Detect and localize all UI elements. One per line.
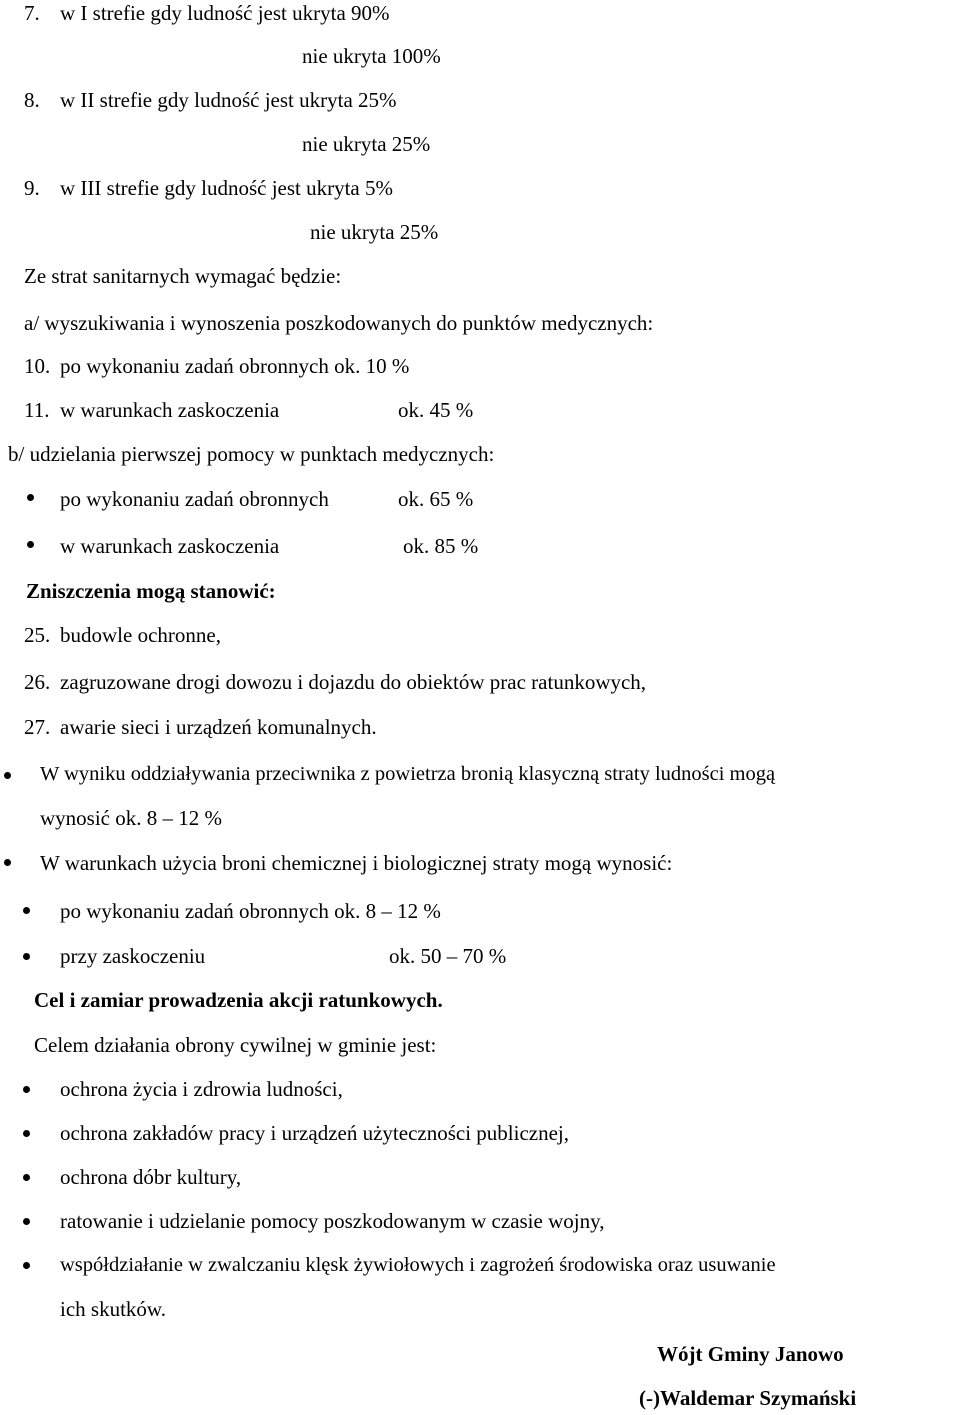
zone-subline: nie ukryta 25% bbox=[302, 132, 431, 156]
bullet-icon bbox=[23, 953, 30, 960]
bullet-icon bbox=[4, 859, 11, 866]
bullet-icon bbox=[27, 494, 34, 501]
list-item: ochrona życia i zdrowia ludności, bbox=[60, 1077, 343, 1101]
bullet-icon bbox=[23, 1130, 30, 1137]
item-number: 8. bbox=[24, 88, 40, 112]
item-number: 10. bbox=[24, 354, 51, 378]
subsection-heading: b/ udzielania pierwszej pomocy w punktach medycznych: bbox=[8, 442, 495, 466]
zone-line: w I strefie gdy ludność jest ukryta 90% bbox=[60, 1, 390, 25]
list-item: w warunkach zaskoczenia bbox=[60, 398, 280, 422]
list-item: współdziałanie w zwalczaniu klęsk żywiołowych i zagrożeń środowiska oraz usuwanie bbox=[60, 1254, 776, 1276]
list-item: ochrona zakładów pracy i urządzeń użyteczności publicznej, bbox=[60, 1121, 570, 1145]
signature-name: (-)Waldemar Szymański bbox=[639, 1386, 857, 1410]
item-number: 9. bbox=[24, 176, 40, 200]
paragraph-line: W wyniku oddziaływania przeciwnika z powietrza bronią klasyczną straty ludności mogą bbox=[40, 763, 776, 785]
zone-subline: nie ukryta 100% bbox=[302, 44, 441, 68]
zone-subline: nie ukryta 25% bbox=[310, 220, 439, 244]
bullet-icon bbox=[23, 1218, 30, 1225]
list-item: budowle ochronne, bbox=[60, 623, 221, 647]
list-item-value: ok. 65 % bbox=[398, 487, 474, 511]
list-item: zagruzowane drogi dowozu i dojazdu do obiektów prac ratunkowych, bbox=[60, 670, 647, 694]
signature-title: Wójt Gminy Janowo bbox=[657, 1342, 844, 1366]
paragraph-line: Celem działania obrony cywilnej w gminie jest: bbox=[34, 1033, 437, 1057]
bullet-icon bbox=[23, 1262, 30, 1269]
bullet-icon bbox=[23, 1174, 30, 1181]
list-item: ich skutków. bbox=[60, 1297, 166, 1321]
section-heading: Cel i zamiar prowadzenia akcji ratunkowych. bbox=[34, 988, 443, 1012]
item-number: 27. bbox=[24, 715, 51, 739]
section-heading: Ze strat sanitarnych wymagać będzie: bbox=[24, 264, 342, 288]
bullet-icon bbox=[23, 1086, 30, 1093]
list-item-value: ok. 85 % bbox=[403, 534, 479, 558]
list-item: po wykonaniu zadań obronnych ok. 10 % bbox=[60, 354, 410, 378]
zone-line: w III strefie gdy ludność jest ukryta 5% bbox=[60, 176, 393, 200]
item-number: 26. bbox=[24, 670, 51, 694]
bullet-icon bbox=[4, 772, 11, 779]
list-item-value: ok. 45 % bbox=[398, 398, 474, 422]
list-item-value: ok. 50 – 70 % bbox=[389, 944, 507, 968]
paragraph-line: wynosić ok. 8 – 12 % bbox=[40, 806, 222, 830]
subsection-heading: a/ wyszukiwania i wynoszenia poszkodowanych do punktów medycznych: bbox=[24, 311, 654, 335]
list-item: ochrona dóbr kultury, bbox=[60, 1165, 242, 1189]
item-number: 25. bbox=[24, 623, 51, 647]
paragraph-line: W warunkach użycia broni chemicznej i biologicznej straty mogą wynosić: bbox=[40, 851, 673, 875]
bullet-icon bbox=[23, 907, 30, 914]
list-item: po wykonaniu zadań obronnych ok. 8 – 12 % bbox=[60, 899, 441, 923]
list-item: awarie sieci i urządzeń komunalnych. bbox=[60, 715, 377, 739]
list-item: w warunkach zaskoczenia bbox=[60, 534, 280, 558]
zone-line: w II strefie gdy ludność jest ukryta 25% bbox=[60, 88, 397, 112]
list-item: przy zaskoczeniu bbox=[60, 944, 206, 968]
list-item: po wykonaniu zadań obronnych bbox=[60, 487, 329, 511]
item-number: 11. bbox=[24, 398, 50, 422]
section-heading: Zniszczenia mogą stanowić: bbox=[26, 579, 276, 603]
item-number: 7. bbox=[24, 1, 40, 25]
list-item: ratowanie i udzielanie pomocy poszkodowanym w czasie wojny, bbox=[60, 1209, 605, 1233]
bullet-icon bbox=[27, 541, 34, 548]
